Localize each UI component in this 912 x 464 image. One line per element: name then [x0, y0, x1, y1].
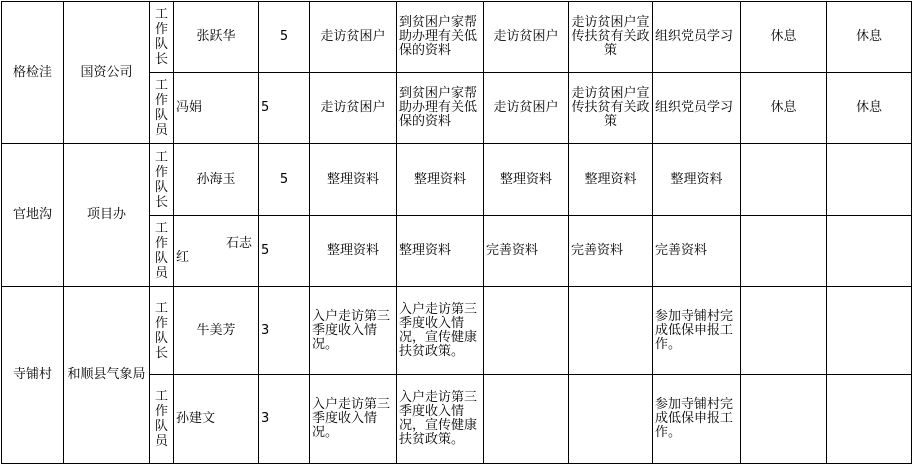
- village-cell: 寺铺村: [2, 287, 64, 464]
- day2-cell: 到贫困户家帮助办理有关低保的资料: [397, 2, 484, 73]
- day2-cell: 入户走访第三季度收入情况，宣传健康扶贫政策。: [397, 375, 484, 464]
- day2-cell: 入户走访第三季度收入情况，宣传健康扶贫政策。: [397, 287, 484, 375]
- day1-cell: 入户走访第三季度收入情况。: [310, 375, 397, 464]
- day5-cell: 组织党员学习: [653, 2, 741, 73]
- day7-cell: [827, 375, 912, 464]
- day6-cell: [741, 216, 827, 287]
- day5-cell: 整理资料: [653, 144, 741, 216]
- unit-cell: 和顺县气象局: [64, 287, 150, 464]
- name-part-b: 红: [176, 250, 190, 265]
- name-cell: 牛美芳: [174, 287, 259, 375]
- day6-cell: [741, 287, 827, 375]
- day4-cell: [569, 287, 653, 375]
- day5-cell: 完善资料: [653, 216, 741, 287]
- days-cell: 5: [259, 144, 310, 216]
- day6-cell: [741, 144, 827, 216]
- day1-cell: 走访贫困户: [310, 2, 397, 73]
- name-cell: 孙海玉: [174, 144, 259, 216]
- day7-cell: [827, 216, 912, 287]
- day1-cell: 入户走访第三季度收入情况。: [310, 287, 397, 375]
- day4-cell: 走访贫困户宣传扶贫有关政策: [569, 2, 653, 73]
- days-cell: 3: [259, 287, 310, 375]
- days-cell: 5: [259, 216, 310, 287]
- table-row: [2, 144, 912, 216]
- days-cell: 5: [259, 2, 310, 73]
- day3-cell: [484, 287, 569, 375]
- day3-cell: [484, 375, 569, 464]
- day3-cell: 走访贫困户: [484, 73, 569, 144]
- role-cell: 工作队长: [150, 144, 174, 216]
- day5-cell: 组织党员学习: [653, 73, 741, 144]
- day1-cell: 走访贫困户: [310, 73, 397, 144]
- day4-cell: 完善资料: [569, 216, 653, 287]
- name-part-a: 石志: [225, 236, 252, 251]
- day7-cell: 休息: [827, 2, 912, 73]
- role-cell: 工作队员: [150, 375, 174, 464]
- days-cell: 5: [259, 73, 310, 144]
- day2-cell: 到贫困户家帮助办理有关低保的资料: [397, 73, 484, 144]
- role-cell: 工作队员: [150, 216, 174, 287]
- role-cell: 工作队长: [150, 2, 174, 73]
- day6-cell: 休息: [741, 73, 827, 144]
- day3-cell: 走访贫困户: [484, 2, 569, 73]
- name-cell: 张跃华: [174, 2, 259, 73]
- name-cell: 冯娟: [174, 73, 259, 144]
- day3-cell: 完善资料: [484, 216, 569, 287]
- day7-cell: [827, 144, 912, 216]
- day7-cell: 休息: [827, 73, 912, 144]
- day5-cell: 参加寺铺村完成低保申报工作。: [653, 375, 741, 464]
- schedule-table: [1, 1, 912, 464]
- day7-cell: [827, 287, 912, 375]
- day4-cell: [569, 375, 653, 464]
- day3-cell: 整理资料: [484, 144, 569, 216]
- unit-cell: 国资公司: [64, 2, 150, 144]
- name-cell: [174, 216, 259, 287]
- village-cell: 格检洼: [2, 2, 64, 144]
- day2-cell: 整理资料: [397, 144, 484, 216]
- day6-cell: 休息: [741, 2, 827, 73]
- unit-cell: 项目办: [64, 144, 150, 287]
- day1-cell: 整理资料: [310, 144, 397, 216]
- day4-cell: 走访贫困户宣传扶贫有关政策: [569, 73, 653, 144]
- day4-cell: 整理资料: [569, 144, 653, 216]
- village-cell: 官地沟: [2, 144, 64, 287]
- day5-cell: 参加寺铺村完成低保申报工作。: [653, 287, 741, 375]
- day2-cell: 整理资料: [397, 216, 484, 287]
- table-row: [2, 2, 912, 73]
- role-cell: 工作队长: [150, 287, 174, 375]
- name-cell: 孙建文: [174, 375, 259, 464]
- table-row: [2, 287, 912, 375]
- days-cell: 3: [259, 375, 310, 464]
- day6-cell: [741, 375, 827, 464]
- day1-cell: 整理资料: [310, 216, 397, 287]
- role-cell: 工作队员: [150, 73, 174, 144]
